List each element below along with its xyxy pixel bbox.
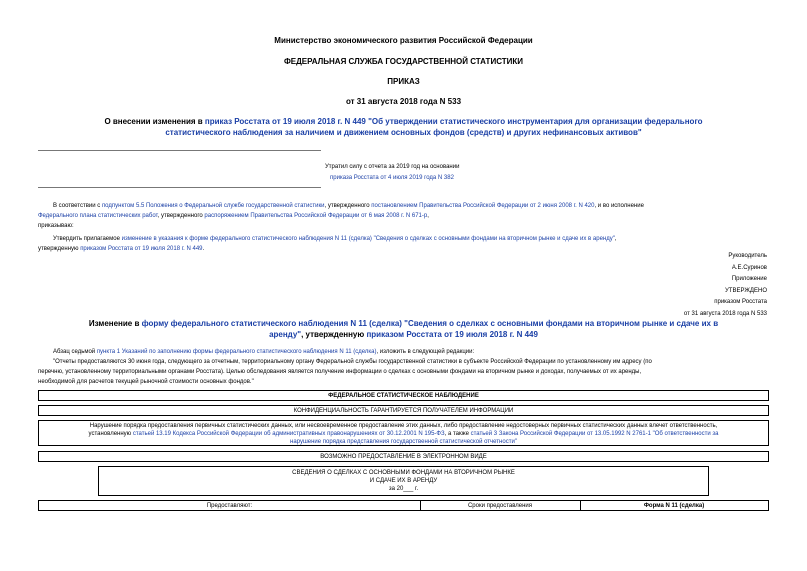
preamble-paragraph-1-cont [38, 211, 778, 221]
status-note [325, 162, 459, 184]
preamble [38, 201, 778, 254]
change-body [38, 347, 778, 387]
confidential-box [38, 405, 769, 416]
title-link[interactable]: приказ Росстата от 19 июля 2018 г. N 449 "Об утверждении статистического инструментария для организации федерального [204, 117, 703, 126]
form-header-box [38, 390, 769, 401]
link-approving-order[interactable]: приказом Росстата от 19 июля 2018 г. N 449 [366, 330, 538, 339]
column-deadline: Сроки предоставления [467, 503, 533, 509]
warning-box [38, 420, 769, 446]
approved-by: приказом Росстата [714, 299, 767, 305]
text: , [614, 236, 617, 242]
title-link-continued[interactable]: статистического наблюдения за наличием и движением основных фондов (средств) и других нефинансовых активов" [165, 128, 642, 137]
status-note-link[interactable]: приказа Росстата от 4 июля 2019 года N 382 [330, 175, 454, 181]
title-prefix: О внесении изменения в [104, 117, 205, 126]
link-instructions[interactable]: пункта 1 Указаний по заполнению формы федерального статистического наблюдения N 11 (сделка) [96, 349, 377, 355]
text: , утвержденного [157, 213, 205, 219]
link-rosstat-order[interactable]: приказом Росстата от 19 июля 2018 г. N 449 [80, 246, 203, 252]
link-regulation[interactable]: подпунктом 5.5 Положения о Федеральной службе государственной статистики [101, 203, 325, 209]
confidential-text: КОНФИДЕНЦИАЛЬНОСТЬ ГАРАНТИРУЕТСЯ ПОЛУЧАТЕЛЕМ ИНФОРМАЦИИ [293, 408, 514, 414]
change-instruction [38, 347, 778, 357]
text: , утвержденную [301, 330, 367, 339]
change-title [0, 318, 807, 340]
document-date: от 31 августа 2018 года N 533 [345, 97, 462, 106]
text: , утвержденного [324, 203, 372, 209]
text: , а также [444, 431, 471, 437]
form-title [99, 469, 708, 493]
text: установленную [88, 431, 133, 437]
form-header: ФЕДЕРАЛЬНОЕ СТАТИСТИЧЕСКОЕ НАБЛЮДЕНИЕ [328, 393, 479, 399]
link-form[interactable]: форму федерального статистического наблюдения N 11 (сделка) "Сведения о сделках с основными фондами на вторичном рынке и сдаче их в [141, 319, 719, 328]
form-title-line-2: И СДАЧЕ ИХ В АРЕНДУ [369, 478, 438, 484]
text: утвержденную [38, 246, 81, 252]
order-word: приказываю: [38, 223, 74, 229]
form-title-line-1: СВЕДЕНИЯ О СДЕЛКАХ С ОСНОВНЫМИ ФОНДАМИ НА ВТОРИЧНОМ РЫНКЕ [292, 470, 515, 476]
link-government-decree[interactable]: постановлением Правительства Российской Федерации от 2 июня 2008 г. N 420 [371, 203, 595, 209]
form-columns-row [38, 500, 769, 511]
signature-block [684, 251, 767, 320]
text: Абзац седьмой [53, 349, 97, 355]
warning-line-2 [39, 430, 768, 438]
link-form-continued[interactable]: аренду" [269, 330, 302, 339]
divider-top [38, 150, 321, 151]
text: , изложить в следующей редакции: [376, 349, 475, 355]
column-form-number: Форма N 11 (сделка) [643, 503, 705, 509]
electronic-text: ВОЗМОЖНО ПРЕДОСТАВЛЕНИЕ В ЭЛЕКТРОННОМ ВИДЕ [320, 454, 487, 460]
text: Изменение в [88, 319, 142, 328]
link-change[interactable]: изменение в указания к форме федерального статистического наблюдения N 11 (сделка) "Сведения о сделках с основными фондами на вторичном рынке и сдаче их в аренду" [121, 236, 615, 242]
link-federal-plan[interactable]: Федерального плана статистических работ [38, 213, 158, 219]
column-submitters: Предоставляют: [206, 503, 253, 509]
text: В соответствии с [53, 203, 102, 209]
status-note-text: Утратил силу с отчета за 2019 год на основании [325, 164, 460, 170]
text: , [427, 213, 429, 219]
service-name: ФЕДЕРАЛЬНАЯ СЛУЖБА ГОСУДАРСТВЕННОЙ СТАТИСТИКИ [283, 57, 524, 66]
form-title-box [98, 466, 709, 496]
text: . [202, 246, 205, 252]
form-title-line-3: за 20___ г. [388, 486, 419, 492]
document-type: ПРИКАЗ [387, 77, 420, 86]
approved-date: от 31 августа 2018 года N 533 [683, 310, 767, 317]
text: , и во исполнение [594, 203, 644, 209]
text: Утвердить прилагаемое [53, 236, 122, 242]
quoted-text-3: необходимой для расчетов текущей рыночной стоимости основных фондов." [38, 379, 254, 385]
warning-line-3[interactable]: нарушение порядка представления государственной статистической отчетности" [290, 439, 517, 445]
quoted-text-1: "Отчеты предоставляются 30 июня года, следующего за отчетным, территориальному органу Федеральной службы государственной статистики в субъекте Российской Федерации по установленному им адресу (по [53, 359, 652, 365]
link-admin-code[interactable]: статьей 13.19 Кодекса Российской Федерации об административных правонарушениях от 30.12.2001 N 195-ФЗ [132, 431, 445, 437]
warning-text [39, 422, 768, 446]
preamble-paragraph-1 [38, 201, 778, 211]
divider-bottom [38, 187, 321, 188]
quoted-text-2: перечню, установленному территориальными органами Росстата). Целью обследования является получение информации о сделках с основными фондами на вторичном рынке и доходах, получаемых от их аренды, [38, 369, 642, 375]
preamble-paragraph-2 [38, 234, 778, 244]
preamble-paragraph-2-cont [38, 244, 778, 254]
ministry-name: Министерство экономического развития Российской Федерации [274, 36, 533, 45]
appendix-label: Приложение [731, 276, 767, 282]
signature-name: А.Е.Суринов [731, 264, 767, 271]
electronic-box [38, 451, 769, 462]
signature-role: Руководитель [728, 253, 767, 259]
link-government-order[interactable]: распоряжением Правительства Российской Федерации от 6 мая 2008 г. N 671-р [204, 213, 428, 219]
approved-label: УТВЕРЖДЕНО [724, 287, 767, 294]
warning-line-1: Нарушение порядка предоставления первичных статистических данных, или несвоевременное предоставление этих данных, либо предоставление недостоверных первичных статистических данных влечет ответственность, [89, 423, 718, 429]
document-title [0, 116, 807, 138]
link-law[interactable]: статьей 3 Закона Российской Федерации от 13.05.1992 N 2761-1 "Об ответственности за [470, 431, 719, 437]
